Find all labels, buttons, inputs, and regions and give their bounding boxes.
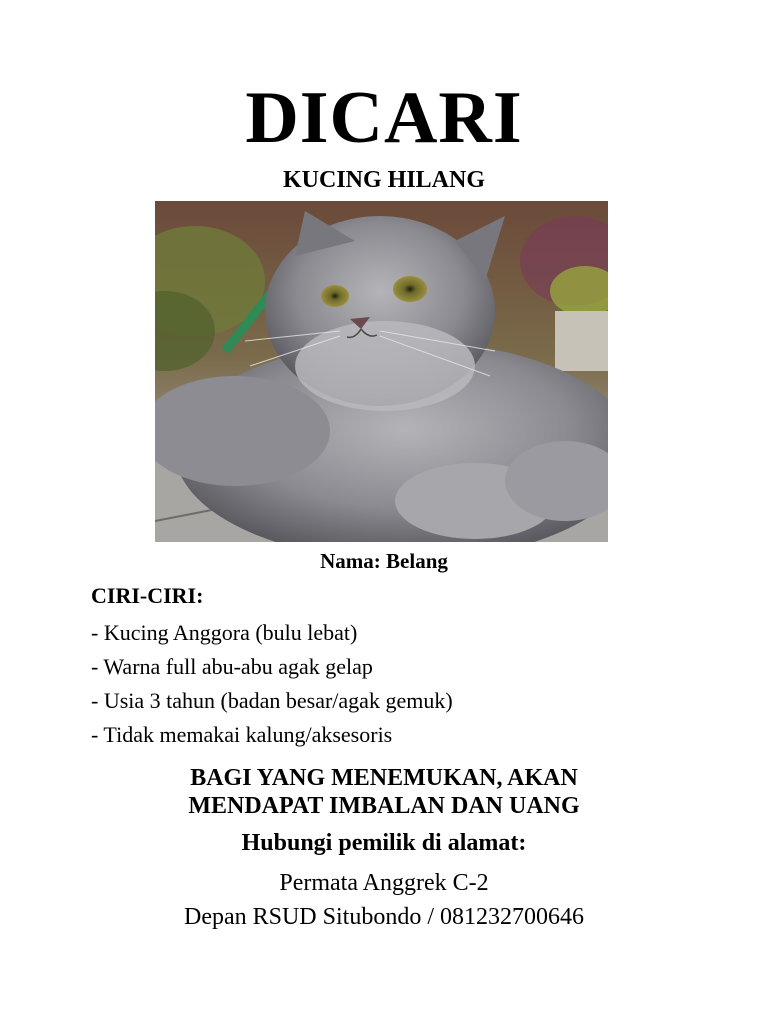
owner-address bbox=[0, 866, 768, 934]
feature-item: - Kucing Anggora (bulu lebat) bbox=[91, 620, 358, 645]
reward-line: MENDAPAT IMBALAN DAN UANG bbox=[188, 793, 580, 819]
reward-notice bbox=[0, 764, 768, 820]
feature-item: - Usia 3 tahun (badan besar/agak gemuk) bbox=[91, 688, 453, 713]
feature-item: - Tidak memakai kalung/aksesoris bbox=[91, 722, 393, 747]
feature-item: - Warna full abu-abu agak gelap bbox=[91, 654, 373, 679]
cat-photo bbox=[155, 201, 608, 542]
address-line: Permata Anggrek C-2 bbox=[279, 870, 489, 896]
reward-line: BAGI YANG MENEMUKAN, AKAN bbox=[190, 765, 578, 791]
features-heading: CIRI-CIRI: bbox=[91, 583, 204, 608]
features-list bbox=[91, 616, 453, 752]
address-line: Depan RSUD Situbondo / 081232700646 bbox=[183, 904, 584, 930]
contact-heading: Hubungi pemilik di alamat: bbox=[241, 830, 527, 856]
poster-subtitle: KUCING HILANG bbox=[282, 167, 486, 193]
cat-name: Nama: Belang bbox=[320, 549, 448, 573]
poster-title: DICARI bbox=[245, 77, 523, 159]
cat-photo-icon bbox=[155, 201, 608, 542]
